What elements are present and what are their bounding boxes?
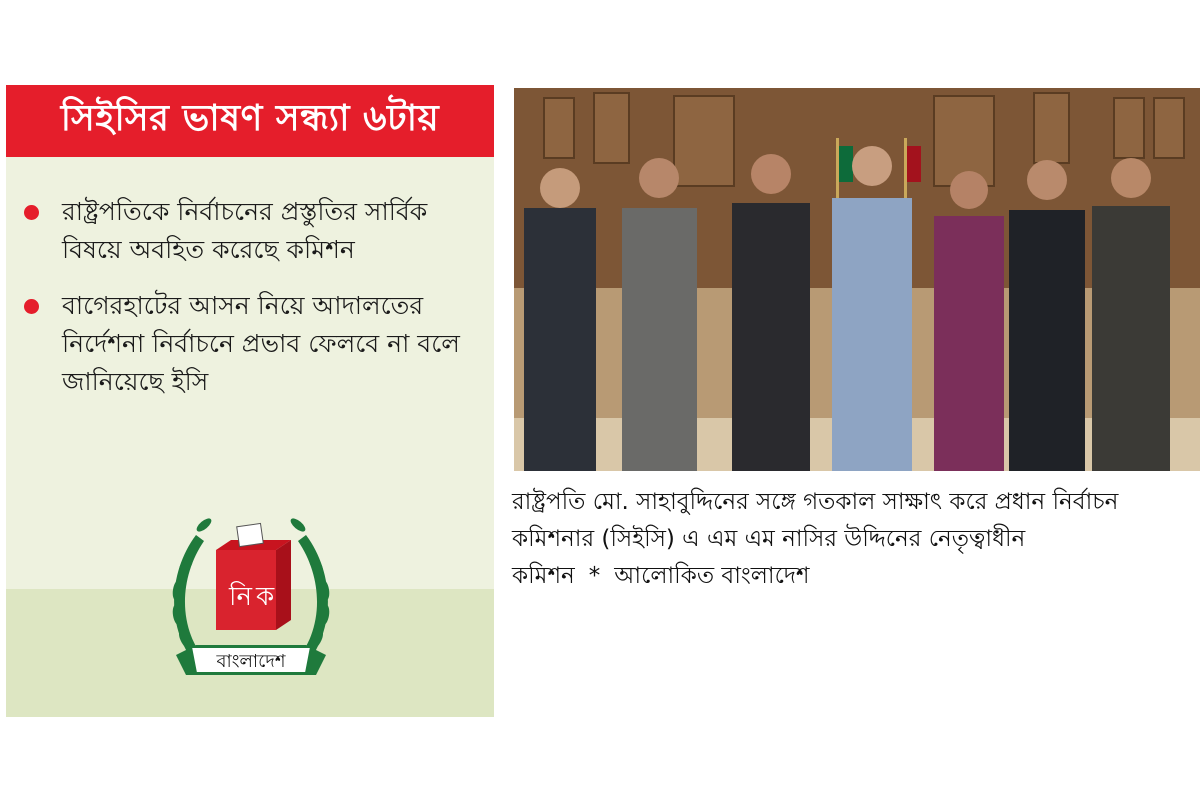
- bullet-list: [62, 193, 482, 419]
- group-photo: [514, 88, 1200, 471]
- election-commission-logo-icon: [156, 495, 346, 700]
- caption-text: রাষ্ট্রপতি মো. সাহাবুদ্দিনের সঙ্গে গতকাল সাক্ষাৎ করে প্রধান নির্বাচন কমিশনার (সিইসি) এ এম এম নাসির উদ্দিনের নেতৃত্বাধীন কমিশন: [512, 489, 1119, 589]
- bullet-text: রাষ্ট্রপতিকে নির্বাচনের প্রস্তুতির সার্বিক বিষয়ে অবহিত করেছে কমিশন: [62, 197, 428, 264]
- bullet-dot-icon: [24, 299, 39, 314]
- info-box: [6, 85, 494, 717]
- bullet-item: [62, 287, 482, 401]
- logo-letter-right: ক: [256, 582, 275, 612]
- headline-bar: [6, 85, 494, 157]
- bullet-text: বাগেরহাটের আসন নিয়ে আদালতের নির্দেশনা নির্বাচনে প্রভাব ফেলবে না বলে জানিয়েছে ইসি: [62, 291, 460, 396]
- caption-separator: *: [588, 563, 601, 589]
- bullet-item: [62, 193, 482, 269]
- logo-letter-left: নি: [229, 582, 252, 612]
- bullet-dot-icon: [24, 205, 39, 220]
- photo-caption: [512, 484, 1200, 595]
- logo-banner-text: বাংলাদেশ: [216, 651, 286, 672]
- headline-text: সিইসির ভাষণ সন্ধ্যা ৬টায়: [60, 98, 440, 139]
- caption-credit: আলোকিত বাংলাদেশ: [614, 563, 810, 589]
